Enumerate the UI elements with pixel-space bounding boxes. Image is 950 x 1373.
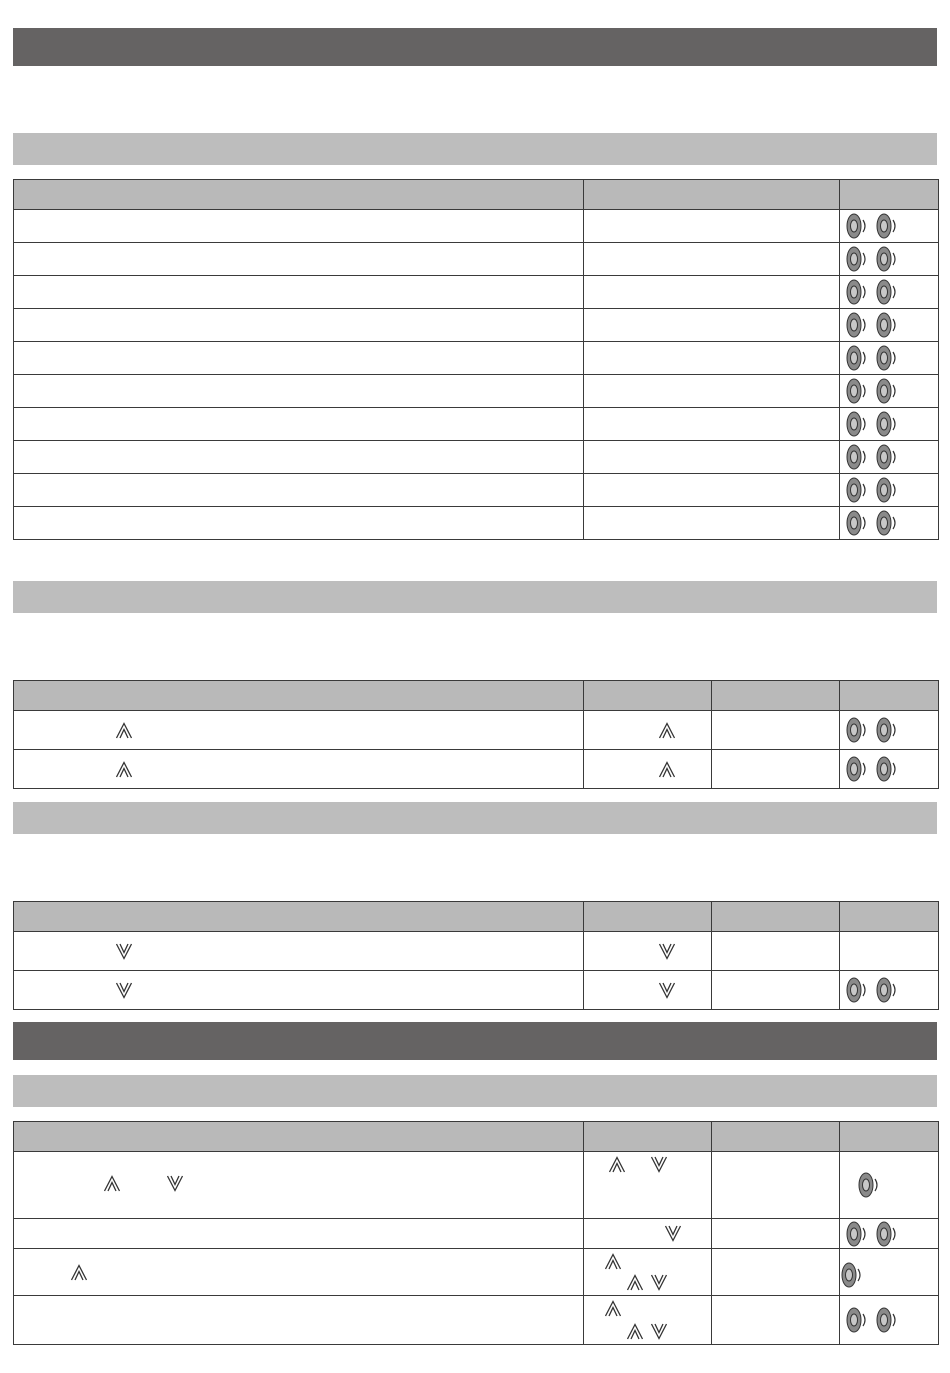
speaker-single: [841, 1261, 901, 1289]
section-bar-4: [13, 1075, 937, 1107]
speaker-signal-icon: [876, 1220, 900, 1248]
speaker-signal-icon: [876, 755, 900, 783]
speaker-pair: [846, 212, 906, 240]
speaker-signal-icon: [846, 212, 870, 240]
table-row: [14, 243, 939, 276]
caret-up-icon: [115, 722, 133, 739]
caret-up-icon: [115, 761, 133, 778]
signal-cell: [840, 375, 939, 408]
signal-cell: [840, 276, 939, 309]
speaker-pair: [846, 311, 906, 339]
signal-cell: [840, 971, 939, 1010]
caret-up-icon: [604, 1300, 622, 1317]
speaker-signal-icon: [846, 344, 870, 372]
signal-cell: [840, 243, 939, 276]
signal-cell: [840, 342, 939, 375]
speaker-signal-icon: [846, 476, 870, 504]
signal-cell: [840, 1219, 939, 1249]
caret-down-icon: [658, 943, 676, 960]
table-3: [13, 901, 939, 1010]
caret-up-icon: [626, 1274, 644, 1291]
signal-cell: [840, 309, 939, 342]
signal-cell: [840, 1296, 939, 1345]
speaker-pair: [846, 976, 906, 1004]
speaker-signal-icon: [876, 212, 900, 240]
table-2: [13, 680, 939, 789]
speaker-signal-icon: [876, 278, 900, 306]
table-header-row: [14, 902, 939, 932]
table-row: [14, 1249, 939, 1296]
speaker-signal-icon: [846, 410, 870, 438]
table-row: [14, 474, 939, 507]
speaker-signal-icon: [846, 311, 870, 339]
speaker-signal-icon: [876, 509, 900, 537]
table-row: [14, 1152, 939, 1219]
speaker-signal-icon: [846, 509, 870, 537]
speaker-pair: [846, 443, 906, 471]
signal-cell: [840, 474, 939, 507]
speaker-signal-icon: [846, 278, 870, 306]
caret-up-icon: [604, 1253, 622, 1270]
caret-down-icon: [166, 1175, 184, 1192]
speaker-signal-icon: [876, 476, 900, 504]
caret-down-icon: [115, 943, 133, 960]
speaker-signal-icon: [841, 1261, 865, 1289]
speaker-pair: [846, 410, 906, 438]
speaker-signal-icon: [876, 1306, 900, 1334]
caret-down-icon: [658, 982, 676, 999]
table-row: [14, 342, 939, 375]
signal-cell: [840, 507, 939, 540]
speaker-pair: [846, 716, 906, 744]
speaker-signal-icon: [876, 443, 900, 471]
speaker-signal-icon: [846, 1306, 870, 1334]
table-row: [14, 375, 939, 408]
speaker-signal-icon: [846, 443, 870, 471]
signal-cell: [840, 711, 939, 750]
signal-cell: [840, 210, 939, 243]
speaker-signal-icon: [846, 1220, 870, 1248]
signal-cell: [840, 441, 939, 474]
speaker-pair: [846, 509, 906, 537]
table-row: [14, 932, 939, 971]
speaker-signal-icon: [846, 976, 870, 1004]
signal-cell: [840, 750, 939, 789]
speaker-pair: [846, 1306, 906, 1334]
speaker-pair: [846, 1220, 906, 1248]
table-row: [14, 1296, 939, 1345]
section-bar-3: [13, 802, 937, 834]
table-row: [14, 276, 939, 309]
caret-up-icon: [70, 1264, 88, 1281]
table-header-row: [14, 180, 939, 210]
caret-up-icon: [608, 1156, 626, 1173]
table-row: [14, 408, 939, 441]
caret-down-icon: [664, 1225, 682, 1242]
table-row: [14, 507, 939, 540]
table-row: [14, 1219, 939, 1249]
speaker-pair: [846, 344, 906, 372]
speaker-signal-icon: [846, 755, 870, 783]
speaker-signal-icon: [846, 377, 870, 405]
section-bar-1: [13, 133, 937, 165]
speaker-single: [858, 1171, 918, 1199]
table-header-row: [14, 1122, 939, 1152]
speaker-pair: [846, 377, 906, 405]
speaker-signal-icon: [846, 716, 870, 744]
speaker-signal-icon: [846, 245, 870, 273]
table-row: [14, 711, 939, 750]
signal-cell: [840, 1249, 939, 1296]
speaker-signal-icon: [876, 245, 900, 273]
caret-up-icon: [658, 761, 676, 778]
table-row: [14, 210, 939, 243]
speaker-pair: [846, 476, 906, 504]
caret-up-icon: [658, 722, 676, 739]
header-bar-2: [13, 1022, 937, 1060]
caret-up-icon: [626, 1323, 644, 1340]
table-row: [14, 971, 939, 1010]
caret-down-icon: [115, 982, 133, 999]
speaker-signal-icon: [858, 1171, 882, 1199]
table-row: [14, 750, 939, 789]
table-1: [13, 179, 939, 540]
table-header-row: [14, 681, 939, 711]
header-bar-1: [13, 28, 937, 66]
caret-down-icon: [650, 1274, 668, 1291]
speaker-pair: [846, 245, 906, 273]
table-4: [13, 1121, 939, 1345]
signal-cell: [840, 1152, 939, 1219]
speaker-pair: [846, 755, 906, 783]
section-bar-2: [13, 581, 937, 613]
caret-down-icon: [650, 1156, 668, 1173]
table-row: [14, 441, 939, 474]
speaker-signal-icon: [876, 377, 900, 405]
speaker-signal-icon: [876, 976, 900, 1004]
speaker-signal-icon: [876, 716, 900, 744]
speaker-signal-icon: [876, 410, 900, 438]
caret-down-icon: [650, 1323, 668, 1340]
signal-cell: [840, 408, 939, 441]
speaker-signal-icon: [876, 311, 900, 339]
speaker-pair: [846, 278, 906, 306]
speaker-signal-icon: [876, 344, 900, 372]
caret-up-icon: [103, 1175, 121, 1192]
table-row: [14, 309, 939, 342]
